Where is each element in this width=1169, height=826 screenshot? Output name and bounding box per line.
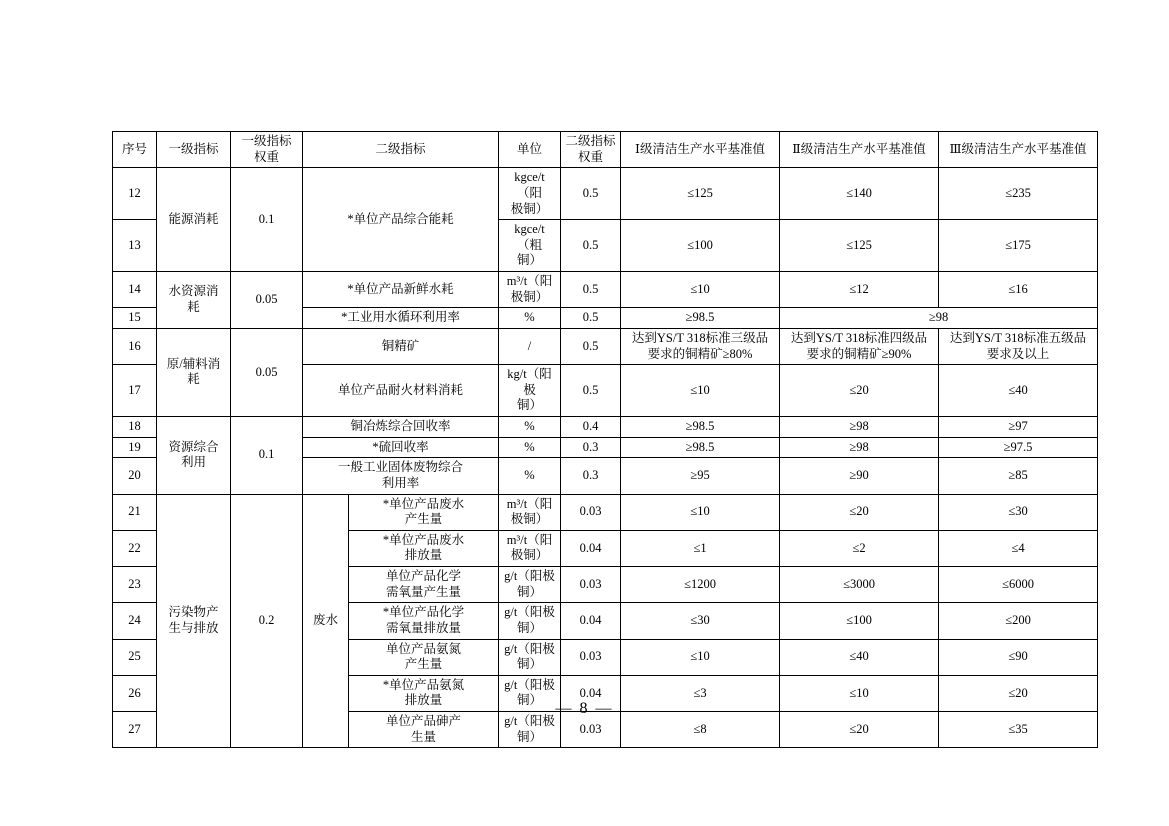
row-level2-line1: *单位产品废水 [382, 532, 465, 547]
row-level2-indicator [349, 494, 499, 530]
table-row [113, 494, 1098, 530]
row-unit [499, 530, 561, 566]
header-benchmark-level-2: Ⅱ级清洁生产水平基准值 [780, 132, 939, 168]
row-benchmark-2: ≥98 [780, 417, 939, 438]
row-benchmark-1: ≥98.5 [621, 417, 780, 438]
row-level2-weight: 0.04 [561, 675, 621, 711]
row-benchmark-3: ≤200 [939, 603, 1098, 639]
row-benchmark-3: ≤20 [939, 675, 1098, 711]
row-level2-line1: 单位产品砷产 [386, 714, 462, 728]
table-row [113, 272, 1098, 308]
row-benchmark-3: ≤30 [939, 494, 1098, 530]
row-benchmark-3 [939, 328, 1098, 364]
row-benchmark-3: ≤35 [939, 712, 1098, 748]
row-seq: 22 [113, 530, 157, 566]
header-level2-weight-line1: 二级指标 [565, 134, 616, 148]
row-benchmark-3: ≤90 [939, 639, 1098, 675]
row-unit-line2: 极铜） [510, 512, 549, 527]
group-label-energy: 能源消耗 [157, 168, 231, 272]
row-level2-weight: 0.5 [561, 308, 621, 329]
row-benchmark-1: ≤1200 [621, 567, 780, 603]
group-weight-energy: 0.1 [231, 168, 303, 272]
group-media-wastewater: 废水 [303, 494, 349, 748]
row-unit [499, 494, 561, 530]
row-seq: 18 [113, 417, 157, 438]
group-label-resource-line1: 资源综合 [168, 439, 219, 454]
row-unit-line2: 铜） [517, 729, 543, 744]
row-level2-line2: 排放量 [404, 693, 443, 708]
row-unit-line2: 极铜） [510, 548, 549, 563]
table-row [113, 168, 1098, 220]
group-label-water-line1: 水资源消 [168, 284, 219, 299]
row-level2-line1: 单位产品氨氮 [386, 641, 462, 656]
row-level2-weight: 0.03 [561, 494, 621, 530]
row-unit-line2: 铜） [517, 584, 543, 599]
row-benchmark-3-line2: 要求及以上 [986, 346, 1050, 361]
spec-table-container [112, 131, 1087, 748]
page-number: — 8 — [555, 700, 614, 717]
row-unit-line2: 铜） [517, 657, 543, 672]
row-level2-line1: *单位产品化学 [382, 605, 465, 620]
row-level2-line2: 排放量 [404, 548, 443, 563]
group-label-water [157, 272, 231, 329]
row-level2-indicator [349, 530, 499, 566]
row-level2-weight: 0.5 [561, 220, 621, 272]
group-label-material-line2: 耗 [187, 372, 200, 387]
row-benchmark-1: ≤10 [621, 272, 780, 308]
row-unit [499, 567, 561, 603]
row-seq: 23 [113, 567, 157, 603]
row-level2-line1: 单位产品化学 [386, 569, 462, 583]
row-unit-line2: 铜） [517, 253, 543, 268]
group-weight-material: 0.05 [231, 328, 303, 416]
header-level1-weight-line2: 权重 [253, 149, 279, 164]
row-seq: 24 [113, 603, 157, 639]
row-benchmark-2: ≤20 [780, 365, 939, 417]
row-unit-line2: 极铜） [510, 289, 549, 304]
row-level2-weight: 0.03 [561, 639, 621, 675]
row-level2-weight: 0.3 [561, 458, 621, 494]
row-benchmark-1: ≤10 [621, 494, 780, 530]
row-benchmark-2: ≤2 [780, 530, 939, 566]
row-unit [499, 272, 561, 308]
group-label-material [157, 328, 231, 416]
row-unit-line1: kg/t（阳极 [507, 367, 552, 397]
row-benchmark-2-line2: 要求的铜精矿≥90% [806, 346, 912, 361]
row-seq: 21 [113, 494, 157, 530]
row-unit-line1: g/t（阳极 [504, 569, 555, 583]
row-seq: 26 [113, 675, 157, 711]
row-level2-line2: 产生量 [404, 657, 443, 672]
row-level2-weight: 0.04 [561, 530, 621, 566]
row-seq: 19 [113, 437, 157, 458]
row-level2-weight: 0.03 [561, 567, 621, 603]
row-unit-line1: m³/t（阳 [506, 532, 553, 547]
row-unit-line2: 铜） [517, 620, 543, 635]
row-unit [499, 365, 561, 417]
row-level2-indicator: 单位产品耐火材料消耗 [303, 365, 499, 417]
row-level2-line2: 需氧量排放量 [386, 620, 462, 635]
group-weight-water: 0.05 [231, 272, 303, 329]
row-unit: % [499, 308, 561, 329]
row-benchmark-1: ≤8 [621, 712, 780, 748]
row-benchmark-2: ≤10 [780, 675, 939, 711]
row-seq: 14 [113, 272, 157, 308]
row-unit: / [499, 328, 561, 364]
row-benchmark-3-line1: 达到YS/T 318标准五级品 [949, 330, 1087, 345]
row-benchmark-2: ≤20 [780, 712, 939, 748]
row-benchmark-1: ≤3 [621, 675, 780, 711]
row-level2-indicator: *单位产品综合能耗 [303, 168, 499, 272]
row-seq: 13 [113, 220, 157, 272]
row-benchmark-2 [780, 328, 939, 364]
row-benchmark-1: ≥98.5 [621, 308, 780, 329]
row-benchmark-3: ≤6000 [939, 567, 1098, 603]
row-level2-line1: *单位产品废水 [382, 496, 465, 511]
row-level2-weight: 0.5 [561, 272, 621, 308]
row-unit-line1: g/t（阳极 [504, 714, 555, 728]
row-benchmark-2: ≤140 [780, 168, 939, 220]
row-benchmark-2: ≤40 [780, 639, 939, 675]
row-benchmark-3: ≤40 [939, 365, 1098, 417]
header-level1-indicator: 一级指标 [157, 132, 231, 168]
header-level2-indicator: 二级指标 [303, 132, 499, 168]
row-benchmark-1: ≤125 [621, 168, 780, 220]
row-benchmark-2: ≥98 [780, 437, 939, 458]
row-unit: % [499, 417, 561, 438]
row-benchmark-2: ≤100 [780, 603, 939, 639]
table-row [113, 417, 1098, 438]
row-unit [499, 220, 561, 272]
header-level2-weight-line2: 权重 [578, 149, 604, 164]
header-level1-weight-line1: 一级指标 [241, 134, 292, 148]
table-header-row [113, 132, 1098, 168]
header-unit: 单位 [499, 132, 561, 168]
row-benchmark-3: ≥85 [939, 458, 1098, 494]
row-level2-line2: 利用率 [381, 475, 420, 490]
row-unit-line1: g/t（阳极 [504, 677, 555, 692]
row-benchmark-2: ≥90 [780, 458, 939, 494]
row-level2-weight: 0.03 [561, 712, 621, 748]
row-benchmark-2: ≤12 [780, 272, 939, 308]
row-seq: 16 [113, 328, 157, 364]
row-unit: % [499, 458, 561, 494]
row-seq: 12 [113, 168, 157, 220]
row-level2-line2: 产生量 [404, 512, 443, 527]
row-level2-indicator: *硫回收率 [303, 437, 499, 458]
row-level2-weight: 0.5 [561, 168, 621, 220]
row-level2-indicator: *单位产品新鲜水耗 [303, 272, 499, 308]
row-benchmark-1: ≥95 [621, 458, 780, 494]
row-level2-weight: 0.04 [561, 603, 621, 639]
row-benchmark-1: ≤1 [621, 530, 780, 566]
group-weight-pollutant: 0.2 [231, 494, 303, 748]
row-unit-line2: 铜） [517, 398, 543, 413]
row-level2-weight: 0.5 [561, 328, 621, 364]
row-level2-weight: 0.5 [561, 365, 621, 417]
row-benchmark-3: ≥97.5 [939, 437, 1098, 458]
row-unit [499, 639, 561, 675]
row-level2-indicator: 铜精矿 [303, 328, 499, 364]
row-unit-line1: g/t（阳极 [504, 641, 555, 656]
row-seq: 25 [113, 639, 157, 675]
row-seq: 15 [113, 308, 157, 329]
group-label-material-line1: 原/辅料消 [166, 356, 221, 371]
row-benchmark-2: ≤125 [780, 220, 939, 272]
group-label-pollutant-line1: 污染物产 [168, 605, 219, 620]
row-benchmark-1-line1: 达到YS/T 318标准三级品 [631, 330, 769, 345]
row-level2-indicator: 铜冶炼综合回收率 [303, 417, 499, 438]
row-benchmark-1 [621, 328, 780, 364]
header-benchmark-level-3: Ⅲ级清洁生产水平基准值 [939, 132, 1098, 168]
row-unit: % [499, 437, 561, 458]
group-label-resource [157, 417, 231, 495]
group-label-pollutant-line2: 生与排放 [168, 620, 219, 635]
row-benchmark-3: ≤16 [939, 272, 1098, 308]
row-seq: 27 [113, 712, 157, 748]
row-level2-line1: 一般工业固体废物综合 [338, 460, 464, 475]
clean-production-benchmark-table [112, 131, 1098, 748]
row-seq: 20 [113, 458, 157, 494]
row-benchmark-1: ≤10 [621, 639, 780, 675]
row-unit [499, 168, 561, 220]
row-level2-weight: 0.3 [561, 437, 621, 458]
row-benchmark-3: ≤235 [939, 168, 1098, 220]
header-seq: 序号 [113, 132, 157, 168]
row-benchmark-3: ≤4 [939, 530, 1098, 566]
row-unit [499, 603, 561, 639]
row-benchmark-3: ≥97 [939, 417, 1098, 438]
row-unit-line1: m³/t（阳 [506, 274, 553, 288]
row-level2-indicator [349, 639, 499, 675]
group-weight-resource: 0.1 [231, 417, 303, 495]
row-level2-indicator [349, 603, 499, 639]
row-unit-line1: g/t（阳极 [504, 605, 555, 620]
row-benchmark-3: ≤175 [939, 220, 1098, 272]
row-level2-line2: 需氧量产生量 [386, 584, 462, 599]
row-level2-indicator: *工业用水循环利用率 [303, 308, 499, 329]
row-level2-indicator [303, 458, 499, 494]
group-label-resource-line2: 利用 [180, 455, 206, 470]
row-level2-line2: 生量 [411, 729, 437, 744]
row-benchmark-1: ≤10 [621, 365, 780, 417]
header-level1-weight [231, 132, 303, 168]
row-unit-line1: kgce/t（阳 [514, 170, 545, 200]
row-benchmark-1: ≤30 [621, 603, 780, 639]
row-benchmark-1: ≥98.5 [621, 437, 780, 458]
row-seq: 17 [113, 365, 157, 417]
row-benchmark-merged-2-3: ≥98 [780, 308, 1098, 329]
row-unit-line2: 铜） [517, 693, 543, 708]
row-level2-line1: *单位产品氨氮 [382, 677, 465, 692]
row-benchmark-1: ≤100 [621, 220, 780, 272]
row-benchmark-1-line2: 要求的铜精矿≥80% [647, 346, 753, 361]
table-row [113, 328, 1098, 364]
row-level2-weight: 0.4 [561, 417, 621, 438]
group-label-water-line2: 耗 [187, 299, 200, 314]
row-level2-indicator [349, 567, 499, 603]
row-unit-line1: kgce/t（粗 [514, 222, 545, 252]
header-level2-weight [561, 132, 621, 168]
row-benchmark-2: ≤3000 [780, 567, 939, 603]
row-benchmark-2: ≤20 [780, 494, 939, 530]
header-benchmark-level-1: Ⅰ级清洁生产水平基准值 [621, 132, 780, 168]
row-benchmark-2-line1: 达到YS/T 318标准四级品 [790, 330, 928, 345]
row-unit-line2: 极铜） [510, 201, 549, 216]
row-unit-line1: m³/t（阳 [506, 496, 553, 511]
